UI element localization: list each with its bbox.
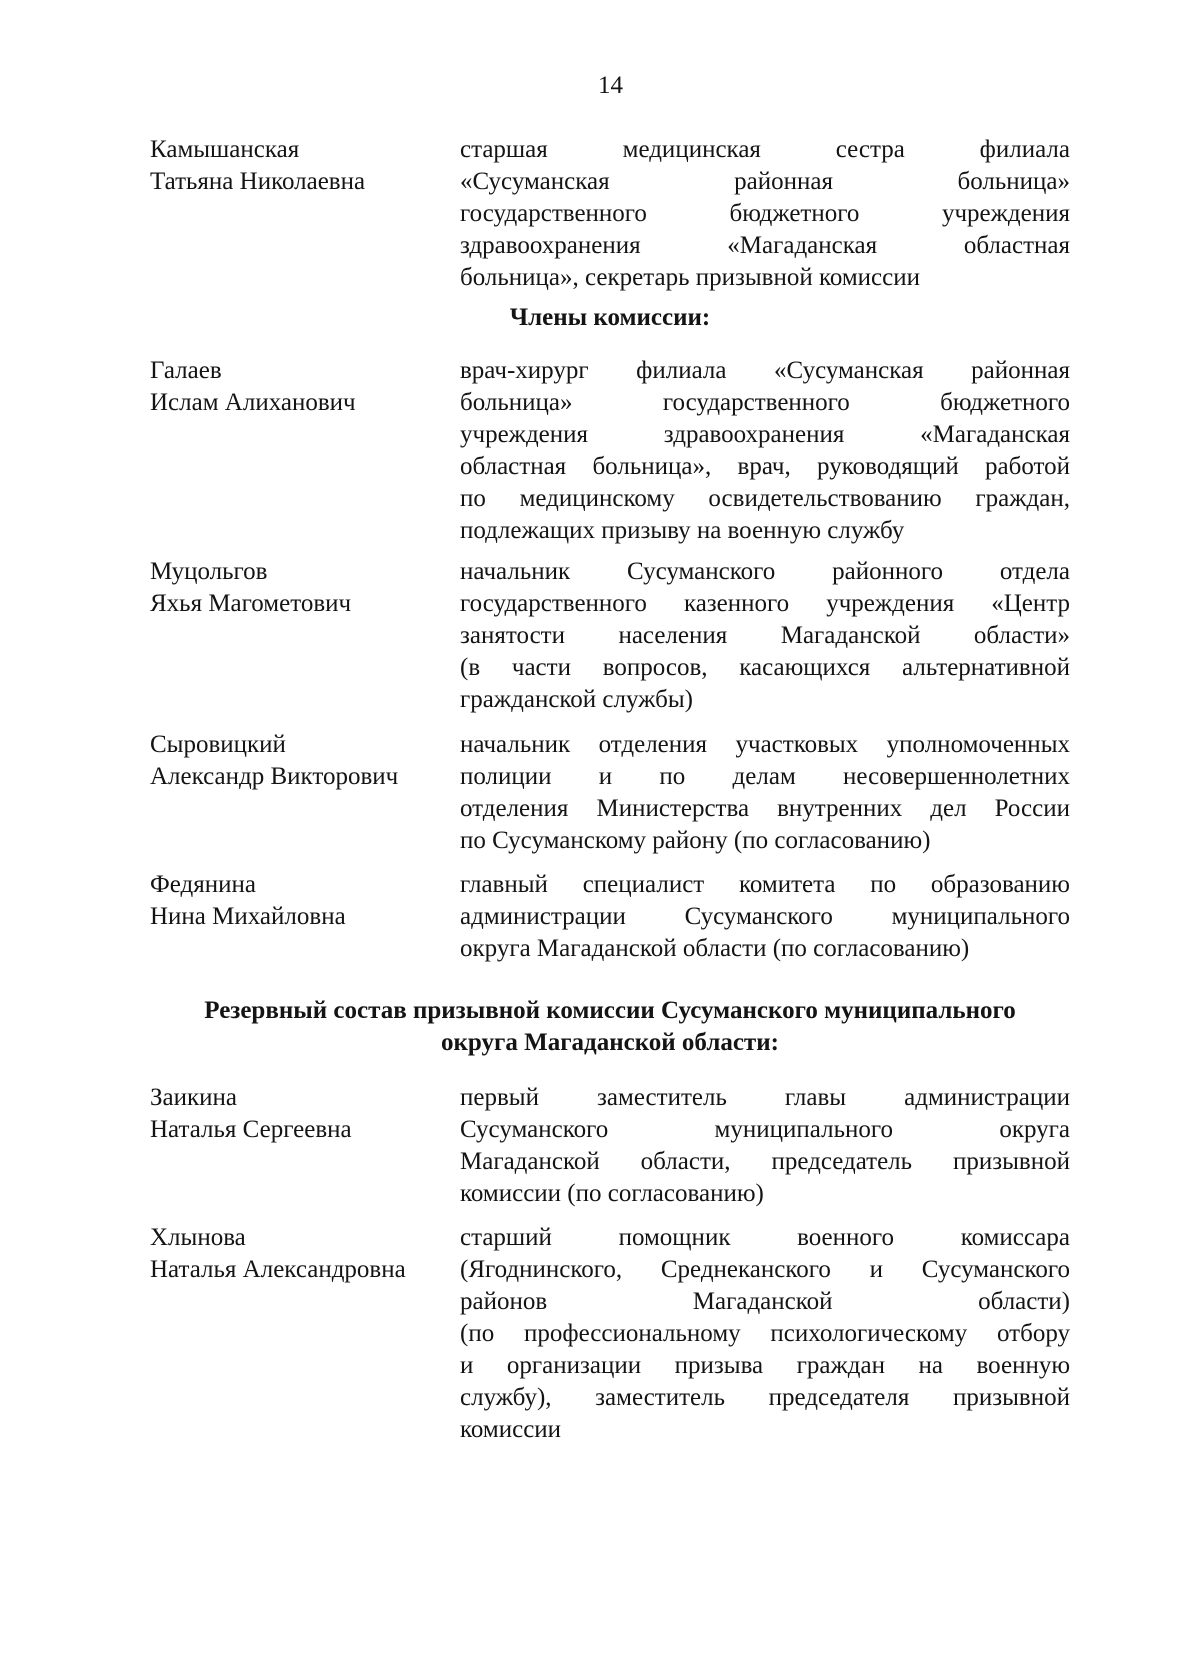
position-line: государственного казенного учреждения «Центр bbox=[460, 590, 1070, 617]
position-line: службу), заместитель председателя призывной bbox=[460, 1384, 1070, 1411]
position-line: администрации Сусуманского муниципального bbox=[460, 903, 1070, 930]
position-line: и организации призыва граждан на военную bbox=[460, 1352, 1070, 1379]
member-surname: Сыровицкий bbox=[150, 731, 286, 758]
position-line: (Ягоднинского, Среднеканского и Сусуманского bbox=[460, 1256, 1070, 1283]
position-line: (в части вопросов, касающихся альтернативной bbox=[460, 654, 1070, 681]
member-given-names: Александр Викторович bbox=[150, 763, 399, 790]
position-line: по медицинскому освидетельствованию граждан, bbox=[460, 485, 1070, 512]
member-name bbox=[150, 1222, 450, 1286]
position-line: отделения Министерства внутренних дел России bbox=[460, 795, 1070, 822]
member-surname: Муцольгов bbox=[150, 558, 268, 585]
position-line: старшая медицинская сестра филиала bbox=[460, 136, 1070, 163]
members-heading-text: Члены комиссии: bbox=[509, 304, 711, 331]
position-line: комиссии bbox=[460, 1416, 562, 1443]
position-line: «Сусуманская районная больница» bbox=[460, 168, 1070, 195]
member-given-names: Ислам Алиханович bbox=[150, 389, 356, 416]
member-name bbox=[150, 869, 450, 933]
member-position bbox=[460, 355, 1070, 547]
page-number: 14 bbox=[598, 72, 623, 99]
member-position bbox=[460, 556, 1070, 716]
member-position bbox=[460, 1082, 1070, 1210]
member-surname: Камышанская bbox=[150, 136, 300, 163]
member-given-names: Татьяна Николаевна bbox=[150, 168, 366, 195]
position-line: подлежащих призыву на военную службу bbox=[460, 517, 905, 544]
member-name bbox=[150, 729, 450, 793]
position-line: начальник отделения участковых уполномоченных bbox=[460, 731, 1070, 758]
position-line: начальник Сусуманского районного отдела bbox=[460, 558, 1070, 585]
member-given-names: Наталья Сергеевна bbox=[150, 1116, 352, 1143]
member-position bbox=[460, 134, 1070, 294]
member-name bbox=[150, 1082, 450, 1146]
position-line: государственного бюджетного учреждения bbox=[460, 200, 1070, 227]
member-surname: Галаев bbox=[150, 357, 222, 384]
member-surname: Федянина bbox=[150, 871, 256, 898]
position-line: (по профессиональному психологическому отбору bbox=[460, 1320, 1070, 1347]
position-line: комиссии (по согласованию) bbox=[460, 1180, 764, 1207]
position-line: врач-хирург филиала «Сусуманская районная bbox=[460, 357, 1070, 384]
position-line: здравоохранения «Магаданская областная bbox=[460, 232, 1070, 259]
member-position bbox=[460, 1222, 1070, 1446]
member-given-names: Нина Михайловна bbox=[150, 903, 346, 930]
position-line: Магаданской области, председатель призывной bbox=[460, 1148, 1070, 1175]
position-line: гражданской службы) bbox=[460, 686, 693, 713]
reserve-heading-line: округа Магаданской области: bbox=[441, 1029, 779, 1056]
member-given-names: Яхья Магометович bbox=[150, 590, 352, 617]
member-surname: Хлынова bbox=[150, 1224, 246, 1251]
member-name bbox=[150, 134, 450, 198]
position-line: полиции и по делам несовершеннолетних bbox=[460, 763, 1070, 790]
member-given-names: Наталья Александровна bbox=[150, 1256, 406, 1283]
member-position bbox=[460, 869, 1070, 965]
position-line: главный специалист комитета по образованию bbox=[460, 871, 1070, 898]
position-line: старший помощник военного комиссара bbox=[460, 1224, 1070, 1251]
position-line: районов Магаданской области) bbox=[460, 1288, 1070, 1315]
member-surname: Заикина bbox=[150, 1084, 237, 1111]
member-name bbox=[150, 556, 450, 620]
position-line: больница» государственного бюджетного bbox=[460, 389, 1070, 416]
position-line: по Сусуманскому району (по согласованию) bbox=[460, 827, 931, 854]
member-name bbox=[150, 355, 450, 419]
reserve-heading-line: Резервный состав призывной комиссии Сусуманского муниципального bbox=[204, 997, 1016, 1024]
position-line: больница», секретарь призывной комиссии bbox=[460, 264, 921, 291]
position-line: учреждения здравоохранения «Магаданская bbox=[460, 421, 1070, 448]
position-line: округа Магаданской области (по согласованию) bbox=[460, 935, 970, 962]
position-line: занятости населения Магаданской области» bbox=[460, 622, 1070, 649]
reserve-heading bbox=[150, 995, 1070, 1059]
position-line: Сусуманского муниципального округа bbox=[460, 1116, 1070, 1143]
member-position bbox=[460, 729, 1070, 857]
position-line: областная больница», врач, руководящий работой bbox=[460, 453, 1070, 480]
position-line: первый заместитель главы администрации bbox=[460, 1084, 1070, 1111]
members-heading bbox=[150, 302, 1070, 334]
